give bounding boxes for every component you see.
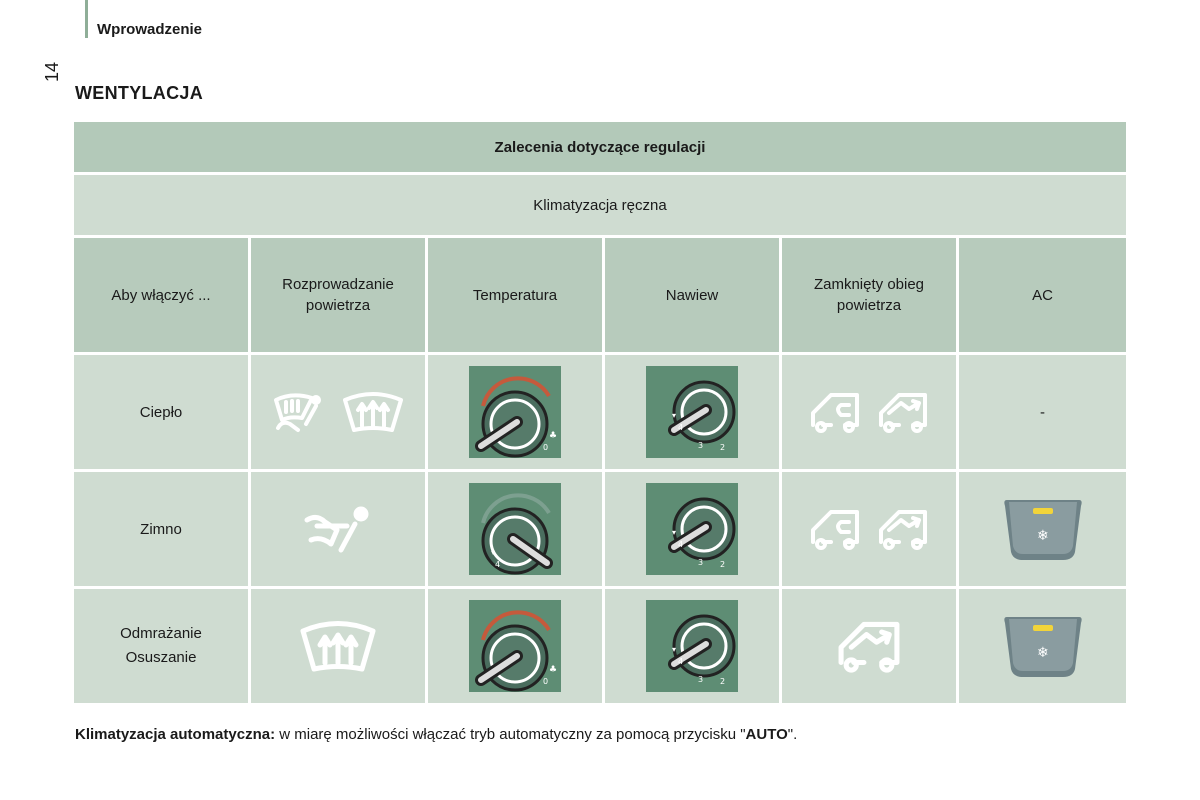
- svg-text:3: 3: [698, 441, 704, 450]
- table-title-row: [74, 122, 1126, 175]
- page-heading: WENTYLACJA: [75, 83, 203, 103]
- section-name: Wprowadzenie: [97, 21, 203, 38]
- svg-text:2: 2: [720, 560, 726, 569]
- feet-windscreen-icon: [272, 390, 326, 434]
- svg-text:4: 4: [678, 423, 684, 432]
- column-header: Nawiew: [605, 238, 782, 352]
- ac-value: -: [959, 355, 1126, 469]
- header-accent-bar: [85, 0, 88, 38]
- ac-button-on-icon: [1003, 496, 1083, 562]
- row-label: Odmrażanie: [120, 625, 202, 642]
- svg-text:❄: ❄: [1036, 528, 1049, 544]
- temperature-knob-hot-icon: [469, 600, 561, 692]
- table-row: [74, 355, 1126, 472]
- row-label-secondary: Osuszanie: [125, 649, 197, 666]
- recirculation-on-icon: [877, 506, 929, 552]
- fan-knob-max-icon: [646, 483, 738, 575]
- table-header-row: [74, 238, 1126, 355]
- column-header: Aby włączyć ...: [74, 238, 251, 352]
- svg-text:♣: ♣: [549, 431, 558, 441]
- recirculation-off-icon: [809, 389, 861, 435]
- svg-text:4: 4: [495, 560, 501, 569]
- svg-text:♣: ♣: [549, 665, 558, 675]
- fan-knob-max-icon: [646, 600, 738, 692]
- table-row: [74, 472, 1126, 589]
- svg-text:0: 0: [543, 443, 549, 452]
- column-header: Temperatura: [428, 238, 605, 352]
- windscreen-demist-icon: [300, 619, 376, 673]
- recirculation-off-icon: [809, 506, 861, 552]
- svg-text:0: 0: [543, 677, 549, 686]
- fan-knob-max-icon: [646, 366, 738, 458]
- row-label: Zimno: [74, 472, 251, 586]
- table-title: Zalecenia dotyczące regulacji: [494, 138, 706, 156]
- footnote-text: w miarę możliwości włączać tryb automatyczny za pomocą przycisku ": [275, 726, 746, 743]
- recirculation-on-icon: [836, 616, 902, 676]
- table-subtitle: Klimatyzacja ręczna: [533, 196, 667, 214]
- svg-text:2: 2: [720, 677, 726, 686]
- svg-text:3: 3: [698, 558, 704, 567]
- footnote-auto: AUTO: [745, 726, 788, 743]
- footnote-end: ".: [787, 726, 798, 743]
- svg-text:4: 4: [678, 657, 684, 666]
- svg-text:▾: ▾: [491, 548, 496, 557]
- svg-text:3: 3: [698, 675, 704, 684]
- page-number: 14: [42, 61, 62, 82]
- ac-button-on-icon: [1003, 613, 1083, 679]
- svg-text:▾: ▾: [672, 528, 677, 537]
- column-header: Zamknięty obieg powietrza: [782, 238, 959, 352]
- temperature-knob-cold-icon: [469, 483, 561, 575]
- column-header: AC: [959, 238, 1126, 352]
- svg-text:▾: ▾: [672, 411, 677, 420]
- svg-text:2: 2: [720, 443, 726, 452]
- svg-text:▾: ▾: [672, 645, 677, 654]
- footnote-bold: Klimatyzacja automatyczna:: [75, 726, 276, 743]
- svg-text:4: 4: [678, 540, 684, 549]
- windscreen-demist-icon: [342, 390, 404, 434]
- recirculation-on-icon: [877, 389, 929, 435]
- column-header: Rozprowadzanie powietrza: [251, 238, 428, 352]
- table-subtitle-row: [74, 175, 1126, 238]
- table-row: [74, 589, 1126, 703]
- svg-text:❄: ❄: [1036, 645, 1049, 661]
- footnote: [75, 726, 797, 743]
- temperature-knob-hot-icon: [469, 366, 561, 458]
- settings-table: [74, 122, 1126, 703]
- face-vent-icon: [303, 504, 373, 554]
- row-label: Ciepło: [74, 355, 251, 469]
